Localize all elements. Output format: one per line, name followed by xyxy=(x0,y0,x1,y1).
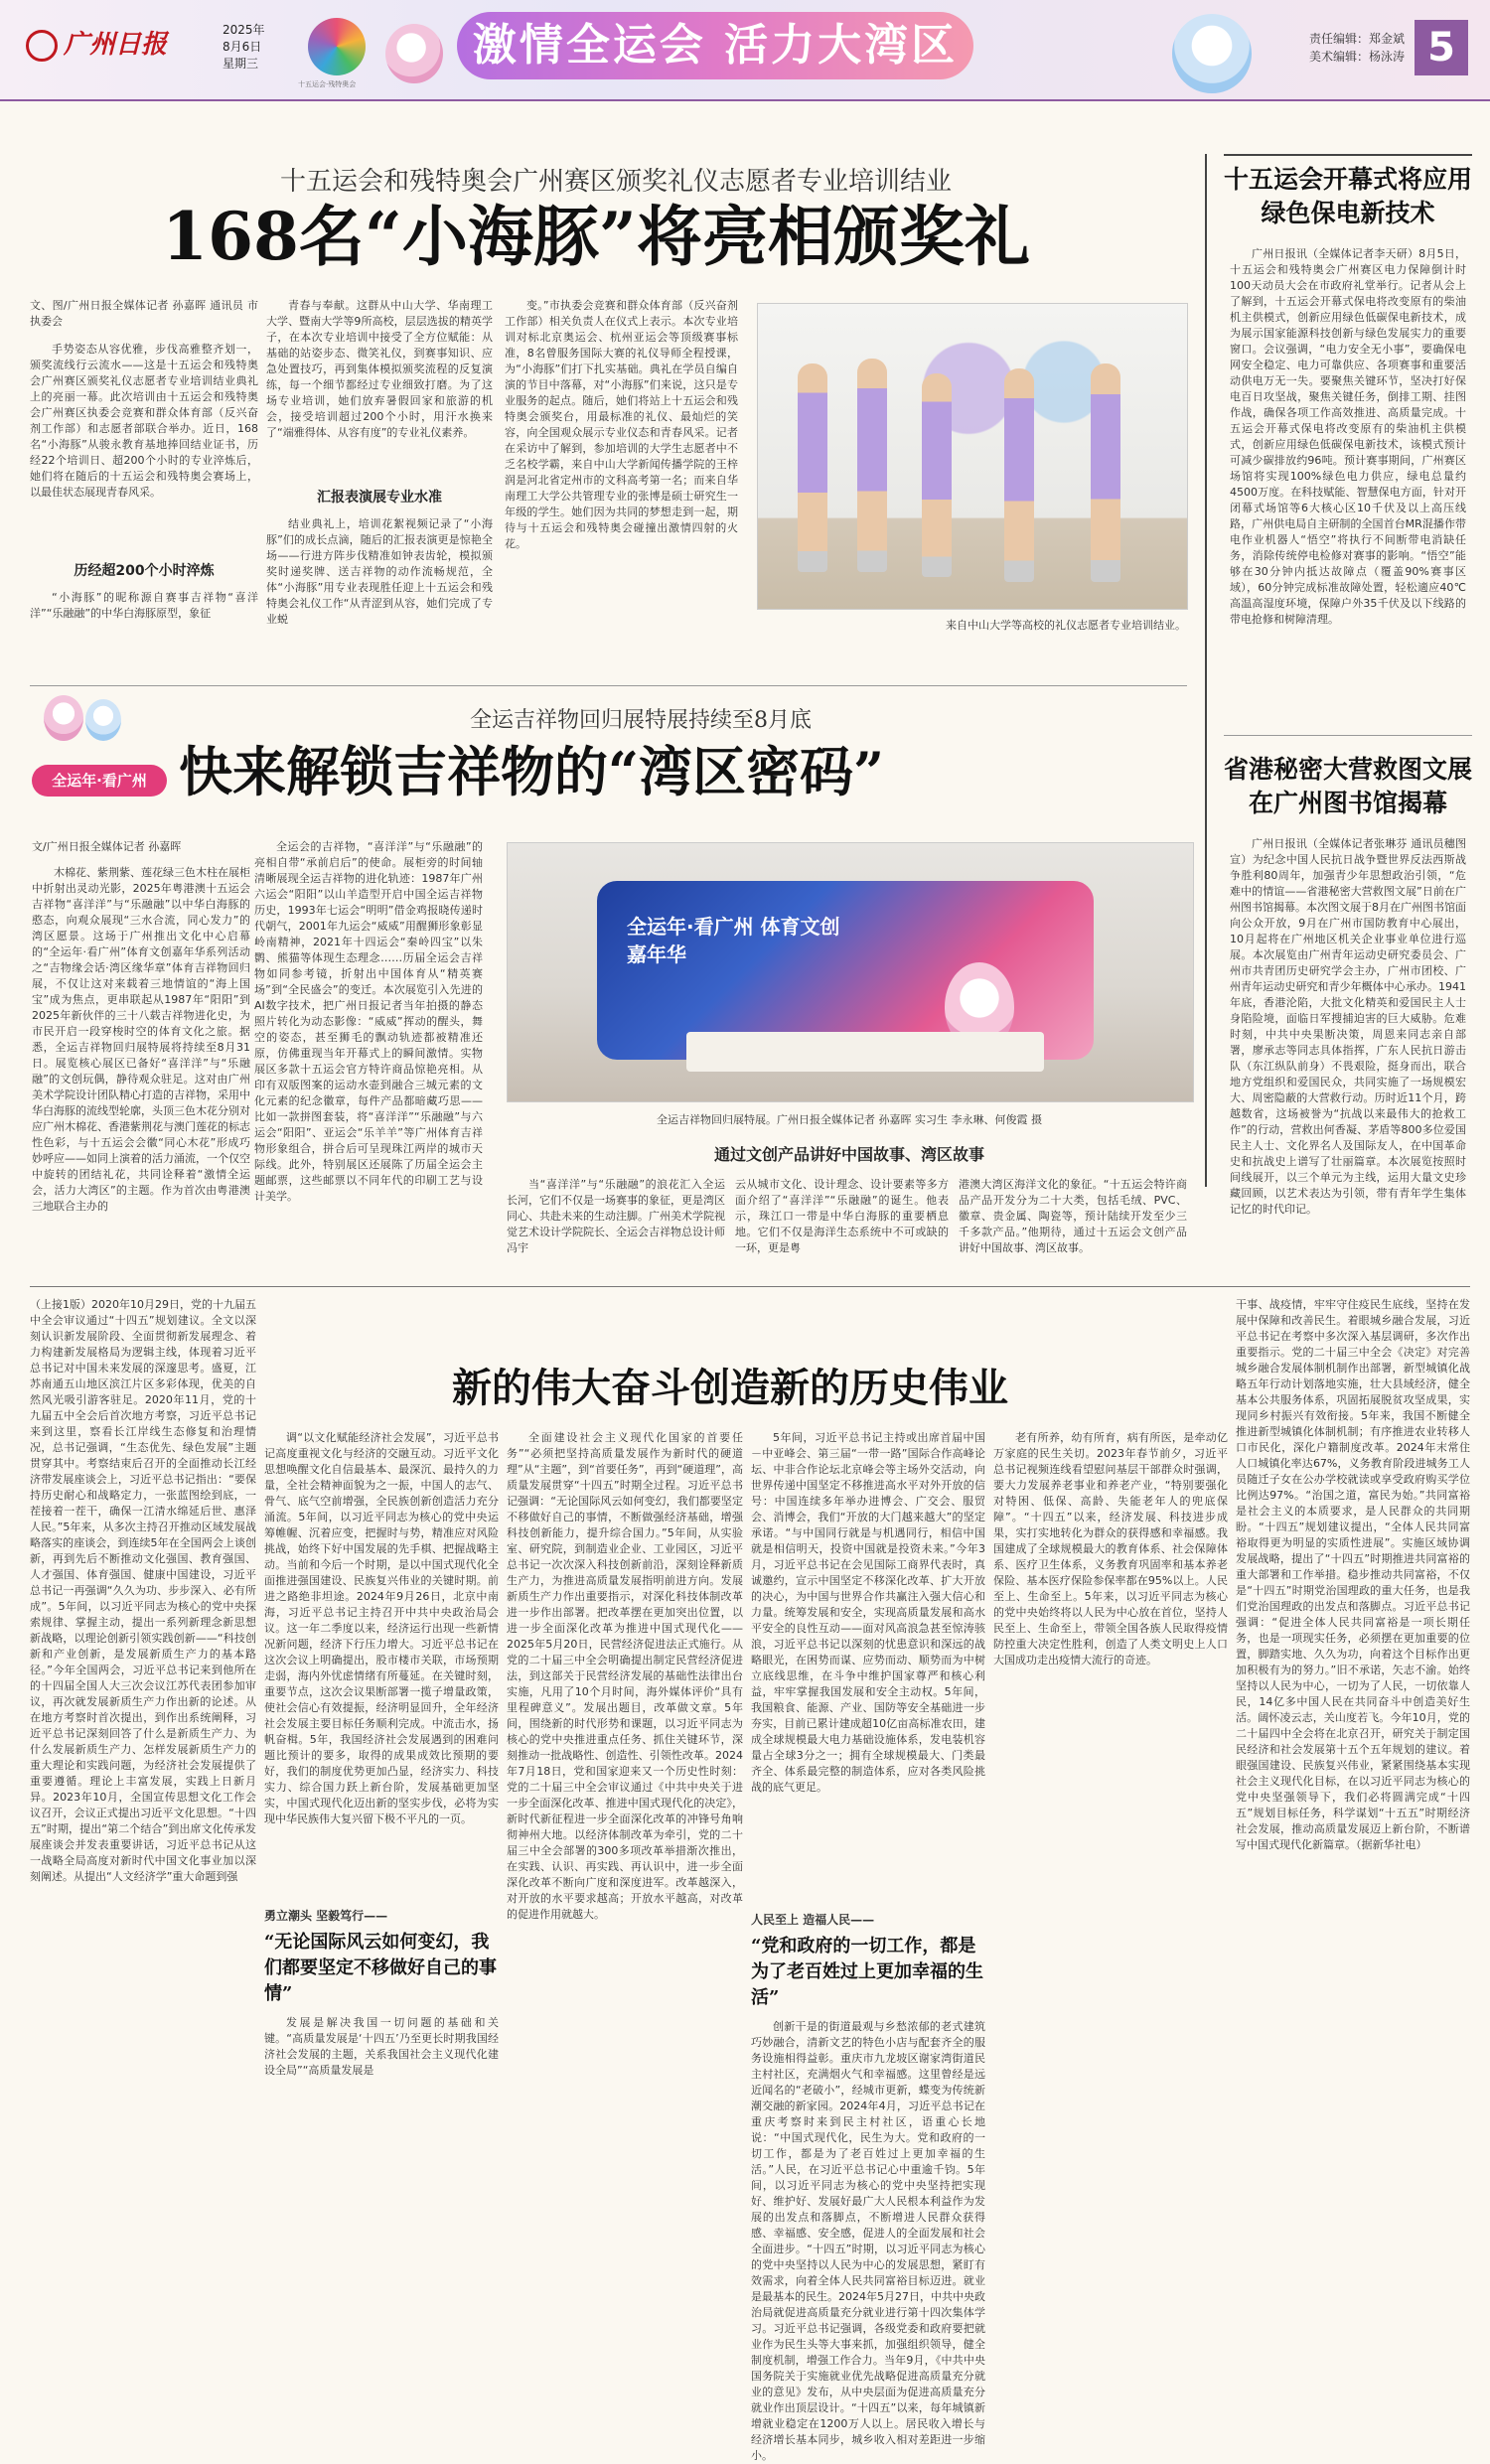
story3-col4-section-label: 人民至上 造福人民—— xyxy=(751,1913,875,1927)
story1-photo-caption: 来自中山大学等高校的礼仪志愿者专业培训结业。 xyxy=(946,619,1186,632)
story2-col2-body: 全运会的吉祥物，“喜洋洋”与“乐融融”的亮相自带“承前启后”的使命。展柜旁的时间轴清晰展现全运吉祥物的进化轨迹：1987年广州六运会“阳阳”以山羊造型开启中国全运吉祥物历史，1993年七运会“明明”借金鸡报晓传递时代朝气，2001年九运会“威威”用醒狮形象彰显岭南精神，2021年十四运会“秦岭四宝”以朱鹮、熊猫等体现生态理念……历届全运会吉祥物如同参考镜，折射出中国体育从“精英赛场”到“全民盛会”的变迁。本次展览引入先进的AI数字技术，把广州日报记者当年拍摄的静态照片转化为动态影像：“威威”挥动的醒头，舞空的姿态，甚至狮毛的飘动轨迹都被精准还原，仿佛重现当年开幕式上的瞬间激情。实物展区多款十五运会官方特许商品惊艳亮相。从印有双版图案的运动水壶到融合三城元素的文化元素的纪念徽章，每件产品都暗藏巧思——比如一款拼图套装，将“喜洋洋”“乐融融”与六运会“阳阳”、亚运会“乐羊羊”等广州体育吉祥物形象组合，拼合后可呈现珠江两岸的城市天际线。此外，特别展区还展陈了历届全运会主题邮票，这些邮票以不同年代的印刷工艺与设计美学。 xyxy=(254,840,483,1203)
story1-col1-body-b: “小海豚”的昵称源自赛事吉祥物“喜洋洋”“乐融融”的中华白海豚原型，象征 xyxy=(30,591,258,620)
story2-byline: 文/广州日报全媒体记者 孙嘉晖 xyxy=(32,840,182,853)
logo-mark-icon xyxy=(26,30,58,62)
story1-col2-body-b: 结业典礼上，培训花絮视频记录了“小海豚”们的成长点滴，随后的汇报表演更是惊艳全场——行进方阵步伐精准如钟表齿轮，模拟颁奖时递奖牌、送吉祥物的动作流畅规范，全体“小海豚”用专业表现胜任迎上十五运会和残特奥会礼仪工作“从青涩到从容，她们完成了专业蜕 xyxy=(266,517,493,626)
page-number: 5 xyxy=(1415,20,1468,75)
story1-col2 xyxy=(266,298,493,638)
story1-photo xyxy=(757,303,1188,610)
art-editor-line: 美术编辑：杨泳涛 xyxy=(1309,50,1406,64)
editor-line: 责任编辑：郑金斌 xyxy=(1309,32,1406,46)
mascot-right-icon xyxy=(1172,14,1252,93)
story2-section-tag: 全运年·看广州 xyxy=(32,765,167,797)
backdrop-banner-text: 全运年·看广州 体育文创嘉年华 xyxy=(627,915,840,966)
story3-col2-body-b: 发展是解决我国一切问题的基础和关键。“高质量发展是‘十四五’乃至更长时期我国经济社会发展的主题，关系我国社会主义现代化建设全局”“高质量发展是 xyxy=(264,2016,499,2077)
tag-mascot-icon xyxy=(85,699,121,741)
story2-col1-body: 木棉花、紫荆紫、莲花绿三色木柱在展柜中折射出灵动光影，2025年粤港澳十五运会吉祥物“喜洋洋”与“乐融融”以中华白海豚的憨态，向观众展现“三水合流，同心发力”的湾区愿景。这场于广州推出文化中心启幕的“全运年·看广州”体育文创嘉年华系列活动之“吉物缘会话·湾区缘华章”体育吉祥物回归展，不仅让这对来载着三地情谊的“海上国宝”成为焦点，更串联起从1987年“阳阳”到2025年新伙伴的三十八载吉祥物进化史，为市民开启一段穿梭时空的体育文化之旅。据悉，全运吉祥物回归展特展将持续至8月31日。展览核心展区已备好“喜洋洋”与“乐融融”的文创玩偶，静待观众驻足。这对由广州美术学院设计团队精心打造的吉祥物，采用中华白海豚的流线型轮廓，头顶三色木花分别对应广州木棉花、香港紫荆花与澳门莲花的标志性色彩，与十五运会会徽“同心木花”形成巧妙呼应——如同上演着的活力涌流，一个仅空中旋转的团结礼花，共同诠释着“激情全运会，活力大湾区”的主题。作为首次由粤港澳三地联合主办的 xyxy=(32,866,250,1213)
story3-col6-body: 干事、战疫情，牢牢守住疫民生底线，坚持在发展中保障和改善民生。着眼城乡融合发展，习近平总书记在考察中多次深入基层调研，多次作出重要指示。党的二十届三中全会《决定》对完善城乡融合发展体制机制作出部署，新型城镇化战略五年行动计划落地实施，壮大县域经济，健全基本公共服务体系，巩固拓展脱贫攻坚成果，实现同乡村振兴有效衔接。5年来，我国不断健全推进新型城镇化体制机制；有序推进农业转移人口市民化，深化户籍制度改革。2024年末常住人口城镇化率达67%，义务教育阶段进城务工人员随迁子女在公办学校就读或享受政府购买学位比例达97%。“治国之道，富民为始。”共同富裕是社会主义的本质要求，是人民群众的共同期盼。“十四五”规划建议提出，“全体人民共同富裕取得更为明显的实质性进展”。实施区域协调发展战略，提出了“十四五”时期推进共同富裕的重大部署和工作举措。稳步推动共同富裕，不仅是“十四五”时期党治国理政的重大任务，也是我们党治国理政的出发点和落脚点。习近平总书记强调：“促进全体人民共同富裕是一项长期任务，也是一项现实任务，必须摆在更加重要的位置，脚踏实地、久久为功，向着这个目标作出更加积极有为的努力。”旧不承诺，矢志不渝。始终坚持以人民为中心，一切为了人民，一切依靠人民，14亿多中国人民在共同奋斗中创造美好生活。阔怀凌云志，关山度若飞。今年10月，党的二十届四中全会将在北京召开，研究关于制定国民经济和社会发展第十五个五年规划的建议。着眼强国建设、民族复兴伟业，紧紧围绕基本实现社会主义现代化目标，在以习近平同志为核心的党中央坚强领导下，我们必将圆满完成“十四五”规划目标任务，科学谋划“十五五”时期经济社会发展，推动高质量发展迈上新台阶，不断谱写中国式现代化新篇章。（据新华社电） xyxy=(1236,1298,1470,1851)
story1-col3-body: 变。”市执委会竞赛和群众体育部（反兴奋剂工作部）相关负责人在仪式上表示。本次专业培训对标北京奥运会、杭州亚运会等顶级赛事标准，8名曾服务国际大赛的礼仪导师全程授课，为“小海豚”们打下扎实基础。典礼在学员自编自演的节目中落幕，对“小海豚”们来说，这只是专业服务的起点。随后，她们将站上十五运会和残特奥会颁奖台，用最标准的礼仪、最灿烂的笑容，向全国观众展示专业仪态和青春风采。记者在采访中了解到，参加培训的大学生志愿者中不乏名校学霸，来自中山大学新闻传播学院的王梓润是河北省定州市的文科高考第一名；而来自华南理工大学公共管理专业的张博是硕士研究生一年级的学生。她们因为共同的梦想走到一起，期待与十五运会和残特奥会碰撞出激情四射的火花。 xyxy=(505,299,738,550)
side-divider xyxy=(1224,735,1472,736)
story3-col4-quote: “党和政府的一切工作，都是为了老百姓过上更加幸福的生活” xyxy=(751,1936,983,2008)
date-year: 2025年 xyxy=(223,23,265,37)
story3-col4-body: 5年间，习近平总书记主持或出席首届中国－中亚峰会、第三届“一带一路”国际合作高峰论坛、中非合作论坛北京峰会等主场外交活动，向世界传递中国坚定不移推进高水平对外开放的信号：中国连续多年举办进博会、广交会、服贸会、消博会，我们“开放的大门越来越大”的坚定承诺。“与中国同行就是与机遇同行，相信中国就是相信明天，投资中国就是投资未来。”今年3月，习近平总书记在会见国际工商界代表时，真诚邀约，宣示中国坚定不移深化改革、扩大开放的决心，为中国与世界合作共赢注入强大信心和力量。统筹发展和安全，实现高质量发展和高水平安全的良性互动——面对风高浪急甚至惊涛骇浪，习近平总书记以深刻的忧患意识和深远的战略眼光，在困势而谋、应势而动、顺势而为中树立底线思维，在斗争中维护国家尊严和核心利益，牢牢掌握我国发展和安全主动权。5年间，我国粮食、能源、产业、国防等安全基础进一步夯实，目前已累计建成超10亿亩高标准农田，建成全球规模最大电力基础设施体系，发电装机容量占全球3分之一；拥有全球规模最大、门类最齐全、体系最完整的制造体系，应对各类风险挑战的底气更足。 xyxy=(751,1431,985,1794)
story1-subhead2: 汇报表演展专业水准 xyxy=(317,490,442,506)
volunteer-figure xyxy=(922,373,952,577)
exhibit-table xyxy=(686,1032,1044,1072)
tag-mascot-icon xyxy=(44,695,83,741)
section-divider xyxy=(30,685,1187,686)
story1-kicker: 十五运会和残特奥会广州赛区颁奖礼仪志愿者专业培训结业 xyxy=(279,167,952,197)
story1-byline: 文、图/广州日报全媒体记者 孙嘉晖 通讯员 市执委会 xyxy=(30,299,258,328)
story3-col4-body-b: 创新干是的街道最观与乡愁浓郁的老式建筑巧妙融合，清新文艺的特色小店与配套齐全的服务设施相得益彰。重庆市九龙坡区谢家湾街道民主村社区，充满烟火气和幸福感。这里曾经是远近闻名的“老破小”，经城市更新，蝶变为传统新潮交融的新家园。2024年4月，习近平总书记在重庆考察时来到民主村社区，语重心长地说：“中国式现代化，民生为大。党和政府的一切工作，都是为了老百姓过上更加幸福的生活。”人民，在习近平总书记心中重逾千钧。5年间，以习近平同志为核心的党中央坚持把实现好、维护好、发展好最广大人民根本利益作为发展的出发点和落脚点，不断增进人民群众获得感、幸福感、安全感，促进人的全面发展和社会全面进步。“十四五”时期，以习近平同志为核心的党中央坚持以人民为中心的发展思想，紧盯有效需求，向着全体人民共同富裕目标迈进。就业是最基本的民生。2024年5月27日，中共中央政治局就促进高质量充分就业进行第十四次集体学习。习近平总书记强调，各级党委和政府要把就业作为民生头等大事来抓，加强组织领导，健全制度机制，增强工作合力。当年9月，《中共中央 国务院关于实施就业优先战略促进高质量充分就业的意见》发布，从中央层面为促进高质量充分就业作出顶层设计。“十四五”以来，每年城镇新增就业稳定在1200万人以上。居民收入增长与经济增长基本同步，城乡收入相对差距进一步缩小。 xyxy=(751,2020,985,2462)
story1-headline: 168名“小海豚”将亮相颁奖礼 xyxy=(162,198,1030,275)
games-emblem-icon xyxy=(308,18,366,75)
story3-col4 xyxy=(751,1430,985,2462)
story3-col2-quote: “无论国际风云如何变幻，我们都要坚定不移做好自己的事情” xyxy=(264,1932,497,2004)
right-column-divider xyxy=(1205,154,1207,1187)
date-weekday: 星期三 xyxy=(223,57,259,71)
story3-col2 xyxy=(264,1430,499,2079)
story2-col1 xyxy=(32,839,250,1280)
story2-col3-body: 当“喜洋洋”与“乐融融”的浪花汇入全运长河，它们不仅是一场赛事的象征，更是湾区同心、共赴未来的生动注脚。广州美术学院视觉艺术设计学院院长、全运会吉祥物总设计师冯宇 xyxy=(507,1178,725,1254)
volunteer-figure xyxy=(798,363,827,572)
story2-kicker: 全运吉祥物回归展特展持续至8月底 xyxy=(470,708,812,733)
story2-photo-caption: 全运吉祥物回归展特展。广州日报全媒体记者 孙嘉晖 实习生 李永琳、何俊霞 摄 xyxy=(657,1113,1042,1126)
date-day: 8月6日 xyxy=(223,40,262,54)
story2-subhead: 通过文创产品讲好中国故事、湾区故事 xyxy=(713,1145,984,1164)
section-masthead: 激情全运会 活力大湾区 xyxy=(457,12,973,79)
section-divider xyxy=(30,1286,1470,1287)
issue-date xyxy=(223,22,265,72)
story2-photo xyxy=(507,842,1194,1102)
story3-headline: 新的伟大奋斗创造新的历史伟业 xyxy=(452,1365,1008,1411)
story1-col2-body: 青春与奉献。这群从中山大学、华南理工大学、暨南大学等9所高校，层层选拔的精英学子，在本次专业培训中接受了全方位赋能：从基础的站姿步态、微笑礼仪，到赛事知识、应急处置技巧，再到集体模拟颁奖流程的反复演练，每一个细节都经过专业细致打磨。为了这场专业培训，她们放弃暑假回家和旅游的机会，接受培训超过200个小时，用汗水换来了“端雅得体、从容有度”的专业礼仪素养。 xyxy=(266,299,493,439)
volunteer-figure xyxy=(1004,368,1034,582)
side2-body: 广州日报讯（全媒体记者张琳芬 通讯员穗图宣）为纪念中国人民抗日战争暨世界反法西斯战争胜利80周年，加强青少年思想政治引领，“危难中的情谊——省港秘密大营救图文展”日前在广州图书馆揭幕。本次图文展于8月在广州图书馆面向公众开放，9月在广州市国防教育中心展出，10月起将在广州地区机关企业事业单位进行巡展。本次展览由广州青年运动史研究委员会、广州市共青团历史研究学会主办，广州市团校、广州青年运动史研究和青少年概体中心承办。1941年底，香港沦陷，大批文化精英和爱国民主人士身陷险境，面临日军搜捕迫害的巨大威胁。危难时刻，中共中央果断决策，周恩来同志亲自部署，廖承志等同志具体指挥，广东人民抗日游击队（东江纵队前身）不畏艰险，挺身而出，联合地方党组织和爱国民众，共同实施了一场规模宏大、周密隐蔽的大营救行动。历时近11个月，跨越数省，这场被誉为“抗战以来最伟大的抢救工作”的行动，营救出何香凝、茅盾等800多位爱国民主人士、文化界名人及国际友人，在中国革命史和抗战史上谱写了壮丽篇章。本次展览按照时间线展开，以三个单元为主线，运用大量文史珍藏回顾，以艺术表达为引领，带有青年学生集体记忆的时代印记。 xyxy=(1230,837,1466,1216)
story1-col1 xyxy=(30,298,258,638)
emblem-caption: 十五运会·残特奥会 xyxy=(298,80,357,88)
story3-col1-body: （上接1版）2020年10月29日，党的十九届五中全会审议通过“十四五”规划建议。全文以深刻认识新发展阶段、全面贯彻新发展理念、着力构建新发展格局为逻辑主线，体现着习近平总书记对中国未来发展的深邃思考。盛夏，江苏南通五山地区滨江片区多彩体现，优美的自然风光吸引游客驻足。2020年11月，党的十九届五中全会后首次地方考察，习近平总书记来到这里，察看长江岸线生态修复和治理情况，总书记强调，“生态优先、绿色发展”主题贯穿其中。考察结束后召开的全面推动长江经济带发展座谈会上，习近平总书记指出：“要保持历史耐心和战略定力，一张蓝图绘到底，一茬接着一茬干，确保一江清水绵延后世、惠泽人民。”5年来，从多次主持召开推动区域发展战略落实的座谈会，到连续5年在全国两会上谈创新，再到先后不断推动文化强国、教育强国、人才强国、体育强国、健康中国建设，习近平总书记一再强调“久久为功、步步深入、必有所成”。5年间，以习近平同志为核心的党中央探索规律、掌握主动，提出一系列新理念新思想新战略，以理论创新引领实践创新——“科技创新和产业创新，是发展新质生产力的基本路径。”今年全国两会，习近平总书记来到他所在的十四届全国人大三次会议江苏代表团参加审议，再次就发展新质生产力作出新的论述。从在地方考察时首次提出，到作出系统阐释，习近平总书记深刻回答了什么是新质生产力、为什么发展新质生产力、怎样发展新质生产力的重大理论和实践问题，为经济社会发展提供了重要遵循。理论上丰富发展，实践上日新月异。2023年10月，全国宣传思想文化工作会议召开，会议正式提出习近平文化思想。“十四五”时期，提出“第二个结合”到出席文化传承发展座谈会并发表重要讲话，习近平总书记从这一战略全局高度对新时代中国文化事业加以深刻阐述。从提出“人文经济学”重大命题到强 xyxy=(30,1298,256,1883)
right-column-top-rule xyxy=(1224,154,1472,156)
story3-col5-body: 老有所养，幼有所育，病有所医，是牵动亿万家庭的民生关切。2023年春节前夕，习近平总书记视频连线看望慰问基层干部群众时强调，要大力发展养老事业和养老产业，“特别要强化对特困、低保、高龄、失能老年人的兜底保障”。“十四五”以来，经济发展、科技进步成果，实打实地转化为群众的获得感和幸福感。我国建成了全球规模最大的教育体系、社会保障体系、医疗卫生体系，义务教育巩固率和基本养老保险、基本医疗保险参保率都在95%以上。人民至上、生命至上。5年来，以习近平同志为核心的党中央始终将以人民为中心放在首位，坚持人民至上、生命至上，带领全国各族人民取得疫情防控重大决定性胜利，创造了人类文明史上人口大国成功走出疫情大流行的奇迹。 xyxy=(993,1431,1228,1667)
story2-col4-body: 云从城市文化、设计理念、设计要素等多方面介绍了“喜洋洋”“乐融融”的诞生。他表示，珠江口一带是中华白海豚的重要栖息地。它们不仅是海洋生态系统中不可或缺的一环，更是粤 xyxy=(735,1178,949,1254)
volunteer-figure xyxy=(857,359,887,572)
story3-col2-body: 调“以文化赋能经济社会发展”，习近平总书记高度重视文化与经济的交融互动。习近平文化思想唤醒文化自信最基本、最深沉、最持久的力量，全社会精神面貌为之一振，中国人的志气、骨气、底气空前增强，全民族创新创造活力充分涌流。5年间，以习近平同志为核心的党中央运筹帷幄、沉着应变，把握时与势，精准应对风险挑战，始终下好中国发展的先手棋、把握战略主动。当前和今后一个时期，是以中国式现代化全面推进强国建设、民族复兴伟业的关键时期。前进之路绝非坦途。2024年9月26日，北京中南海，习近平总书记主持召开中共中央政治局会议。这一年二季度以来，经济运行出现一些新情况新问题，经济下行压力增大。习近平总书记在这次会议上明确提出，股市楼市关联，市场预期走弱，海内外忧虑情绪有所蔓延。在关键时刻，重要节点，这次会议果断部署一揽子增量政策，使社会信心有效提振，经济明显回升，全年经济社会发展主要目标任务顺利完成。中流击水，扬帆奋楫。5年，我国经济社会发展遇到的困难问题比预计的要多，取得的成果成效比预期的要好，我们的制度优势更加凸显，经济实力、科技实力、综合国力跃上新台阶，发展基础更加坚实，中国式现代化迈出新的坚实步伐，必将为实现中华民族伟大复兴留下极不平凡的一页。 xyxy=(264,1431,499,1825)
story3-col2-section-label: 勇立潮头 坚毅笃行—— xyxy=(264,1909,388,1923)
story2-headline: 快来解锁吉祥物的“湾区密码” xyxy=(179,740,885,803)
paper-name: 广州日报 xyxy=(64,30,168,60)
newspaper-logo xyxy=(26,24,167,62)
story1-col1-body: 手势姿态从容优雅，步伐高雅整齐划一，颁奖流线行云流水——这是十五运会和残特奥会广州赛区颁奖礼仪志愿者专业培训结业典礼上的亮丽一幕。此次培训由十五运会和残特奥会广州赛区执委会竞赛和群众体育部（反兴奋剂工作部）和志愿者部联合举办。近日，168名“小海豚”从骏永教育基地捧回结业证书，历经22个培训日、超200个小时的专业淬炼后，她们将在随后的十五运会和残特奥会赛场上，以最佳状态展现青春风采。 xyxy=(30,343,258,499)
story1-subhead1: 历经超200个小时淬炼 xyxy=(74,563,215,579)
side2-title: 省港秘密大营救图文展在广州图书馆揭幕 xyxy=(1224,755,1473,817)
editor-credits xyxy=(1309,30,1405,66)
side1-body: 广州日报讯（全媒体记者李天研）8月5日，十五运会和残特奥会广州赛区电力保障倒计时100天动员大会在市政府礼堂举行。记者从会上了解到，十五运会开幕式保电将改变原有的柴油机主供模式，创新应用绿色低碳保电新技术，成为展示国家能源科技创新与绿色发展实力的重要窗口。会议强调，“电力安全无小事”，要确保电网安全稳定、电力可靠供应、各项赛事和重要活动供电万无一失。要聚焦关键环节，坚决打好保电百日攻坚战，聚焦关键任务，倒排工期、挂图作战，确保各项工作高效推进、高质量完成。十五运会开幕式保电将改变原有的柴油机主供模式，创新应用绿色低碳保电新技术，该模式预计可减少碳排放约96吨。预计赛事期间，广州赛区场馆将实现100%绿色电力供应，绿电总量约4500万度。在科技赋能、智慧保电方面，针对开闭幕式场馆等6大核心区10千伏及以上高压线路，广州供电局自主研制的全国首台MR混播作带电作业机器人“悟空”将执行不间断带电消缺任务，消除传统停电检修对赛事的影响。“悟空”能够在30分钟内抵达故障点（覆盖90%赛事区域），60分钟完成标准故障处置，轻松適应40℃高温高湿度环境，保障户外35千伏及以下线路的带电抢修和树障清理。 xyxy=(1230,247,1466,626)
mascot-left-icon xyxy=(385,24,443,83)
side1-title: 十五运会开幕式将应用绿色保电新技术 xyxy=(1224,165,1473,227)
story2-col5-body: 港澳大湾区海洋文化的象征。“十五运会特许商品产品开发分为二十大类，包括毛绒、PVC、徽章、贵金属、陶瓷等，预计陆续开发至少三千多款产品。”他期待，通过十五运会文创产品讲好中国故事、湾区故事。 xyxy=(959,1178,1187,1254)
story3-col3-body: 全面建设社会主义现代化国家的首要任务”“必须把坚持高质量发展作为新时代的硬道理”从“主题”，到“首要任务”，再到“硬道理”，高质量发展贯穿“十四五”时期全过程。习近平总书记强调：“无论国际风云如何变幻，我们都要坚定不移做好自己的事情，不断做强经济基础，增强科技创新能力，提升综合国力。”5年间，从实验室、研究院，到制造业企业、工业园区，习近平总书记一次次深入科技创新前沿，深刻诠释新质生产力，为推进高质量发展指明前进方向。发展新质生产力作出重要指示，对深化科技体制改革进一步作出部署。把改革摆在更加突出位置，以进一步全面深化改革为推进中国式现代化——2025年5月20日，民营经济促进法正式施行。从党的二十届三中全会明确提出制定民营经济促进法，到这部关于民营经济发展的基础性法律出台实施，凡用了10个月时间，海外媒体评价“具有里程碑意义”。发展出题目，改革做文章。5年间，围绕新的时代形势和课题，以习近平同志为核心的党中央推进重点任务、抓住关键环节，深刻推动一批战略性、创造性、引领性改革。2024年7月18日，党和国家迎来又一个历史性时刻：党的二十届三中全会审议通过《中共中央关于进一步全面深化改革、推进中国式现代化的决定》，新时代新征程进一步全面深化改革的冲锋号角响彻神州大地。以经济体制改革为牵引，党的二十届三中全会部署的300多项改革举措渐次推出，在实践、认识、再实践、再认识中，进一步全面深化改革不断向广度和深度进军。改革越深入，对开放的水平要求越高；开放水平越高，对改革的促进作用就越大。 xyxy=(507,1431,743,1921)
volunteer-figure xyxy=(1091,363,1120,582)
